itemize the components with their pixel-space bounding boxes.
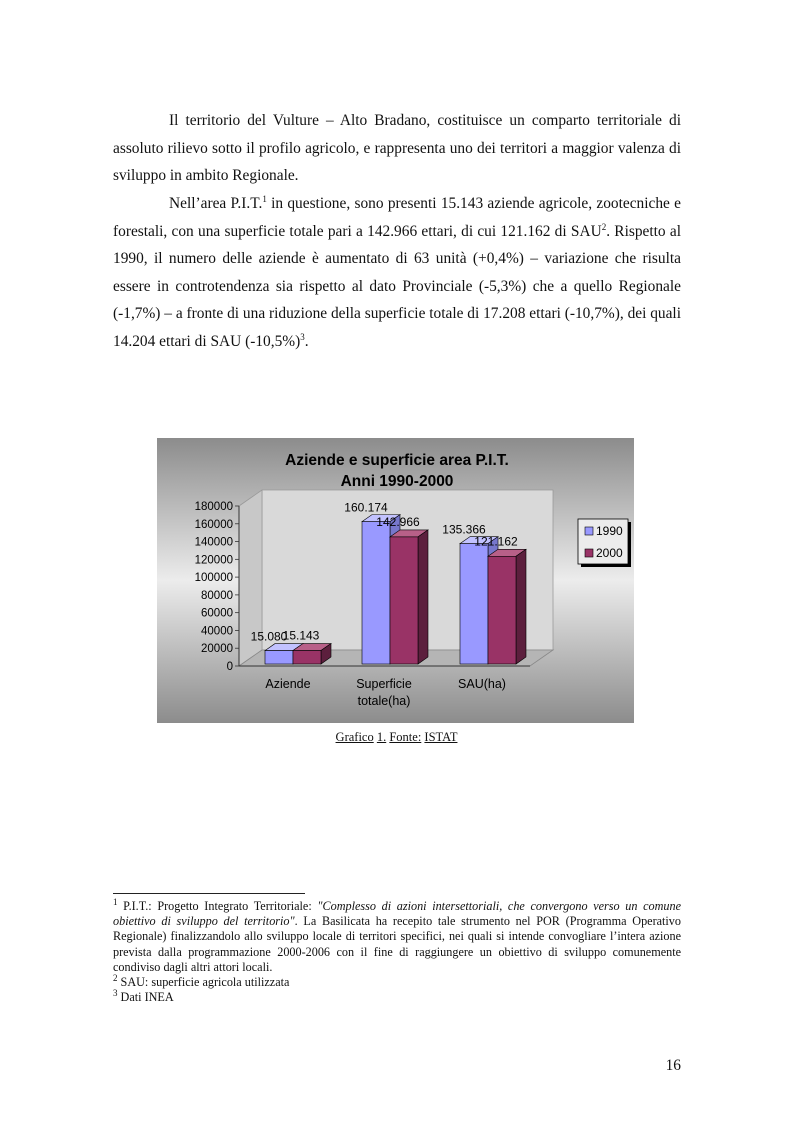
x-tick-label: totale(ha) bbox=[357, 694, 411, 708]
footnote-1-mark: 1 bbox=[113, 896, 118, 907]
footnote-separator bbox=[113, 893, 305, 894]
bar-side bbox=[516, 549, 526, 664]
paragraph-1-text: Il territorio del Vulture – Alto Bradano, costituisce un comparto territoriale di assoluto rilievo sotto il profilo agricolo, e rappresenta uno dei territori a maggior valenza di sviluppo in ambito Regionale. bbox=[113, 112, 681, 184]
paragraph-2-part-3: . Rispetto al 1990, il numero delle aziende è aumentato di 63 unità (+0,4%) – variazione che risulta essere in controtendenza sia rispetto al dato Provinciale (-5,3%) che a quello Regionale (-1,7%) – a fronte di una riduzione della superficie totale di 17.208 ettari (-10,7%), dei quali 14.204 ettari di SAU (-10,5%) bbox=[113, 222, 681, 350]
footnote-3-text: Dati INEA bbox=[117, 990, 174, 1005]
chart-legend-swatch-1990 bbox=[585, 527, 593, 535]
footnote-1-lead: P.I.T.: Progetto Integrato Territoriale: bbox=[117, 899, 318, 913]
footnote-1-rest: . La Basilicata ha recepito tale strumento nel POR (Programma Operativo Regionale) finalizzandolo allo sviluppo locale di territori specifici, nei quali si intende convogliare l’intera azione prevista dalla programmazione 2000-2006 con il fine di raggiungere un obiettivo di sviluppo comunemente condiviso dagli altri attori locali. bbox=[113, 914, 681, 974]
bar-side bbox=[418, 530, 428, 664]
bar-1990-0 bbox=[265, 651, 293, 664]
chart-legend bbox=[578, 519, 631, 567]
bar-1990-1 bbox=[362, 522, 390, 664]
bar-2000-2 bbox=[488, 556, 516, 664]
footnote-ref-3[interactable]: 3 bbox=[300, 331, 305, 342]
footnote-ref-1[interactable]: 1 bbox=[262, 193, 267, 204]
data-label: 135.366 bbox=[442, 522, 486, 537]
y-tick-label: 180000 bbox=[194, 501, 233, 513]
paragraph-2-part-4: . bbox=[304, 332, 309, 350]
data-label: 160.174 bbox=[344, 500, 388, 515]
footnote-ref-2[interactable]: 2 bbox=[601, 221, 607, 232]
caption-word-grafico: Grafico bbox=[335, 730, 374, 744]
chart-subtitle: Anni 1990-2000 bbox=[340, 473, 454, 490]
y-tick-label: 140000 bbox=[194, 536, 233, 549]
footnote-1 bbox=[113, 896, 681, 975]
page-number: 16 bbox=[665, 1057, 681, 1074]
caption-number: 1. bbox=[376, 730, 387, 744]
footnote-2-text: SAU: superficie agricola utilizzata bbox=[117, 975, 290, 990]
bar-1990-2 bbox=[460, 544, 488, 664]
footnote-2-mark: 2 bbox=[113, 972, 118, 983]
data-label: 142.966 bbox=[376, 514, 420, 529]
y-tick-label: 20000 bbox=[201, 643, 233, 656]
caption-source: ISTAT bbox=[424, 730, 458, 744]
footnotes bbox=[113, 896, 681, 1005]
data-label: 15.143 bbox=[282, 628, 320, 643]
chart bbox=[157, 438, 634, 723]
bar-2000-1 bbox=[390, 537, 418, 664]
chart-legend-label-2000: 2000 bbox=[596, 546, 623, 560]
y-tick-label: 120000 bbox=[194, 554, 233, 567]
data-label: 15.080 bbox=[250, 629, 288, 644]
chart-title: Aziende e superficie area P.I.T. bbox=[285, 452, 509, 469]
footnote-1-quote: "Complesso di azioni intersettoriali, che convergono verso un comune obiettivo di sviluppo del territorio" bbox=[113, 899, 681, 929]
chart-legend-swatch-2000 bbox=[585, 549, 593, 557]
y-tick-label: 0 bbox=[226, 661, 233, 673]
y-tick-label: 100000 bbox=[194, 572, 233, 585]
paragraph-1 bbox=[113, 107, 681, 190]
footnote-2 bbox=[113, 972, 681, 990]
data-label: 121.162 bbox=[474, 534, 518, 549]
y-tick-label: 40000 bbox=[201, 625, 233, 638]
paragraph-2 bbox=[113, 190, 681, 355]
bar-2000-0 bbox=[293, 651, 321, 664]
paragraph-2-part-1: Nell’area P.I.T. bbox=[169, 195, 263, 212]
x-tick-label: Superficie bbox=[356, 677, 412, 691]
caption-word-fonte: Fonte: bbox=[389, 730, 422, 744]
chart-legend-label-1990: 1990 bbox=[596, 524, 623, 538]
x-tick-label: Aziende bbox=[265, 677, 311, 691]
y-tick-label: 80000 bbox=[201, 589, 233, 602]
paragraph-2-part-2: in questione, sono presenti 15.143 aziende agricole, zootecniche e forestali, con una superficie totale pari a 142.966 ettari, di cui 121.162 di SAU bbox=[113, 195, 681, 240]
y-tick-label: 160000 bbox=[194, 518, 233, 531]
footnote-3-mark: 3 bbox=[113, 988, 118, 999]
y-tick-label: 60000 bbox=[201, 607, 233, 620]
footnote-3 bbox=[113, 990, 681, 1005]
chart-caption bbox=[0, 730, 793, 745]
x-tick-label: SAU(ha) bbox=[458, 677, 506, 691]
